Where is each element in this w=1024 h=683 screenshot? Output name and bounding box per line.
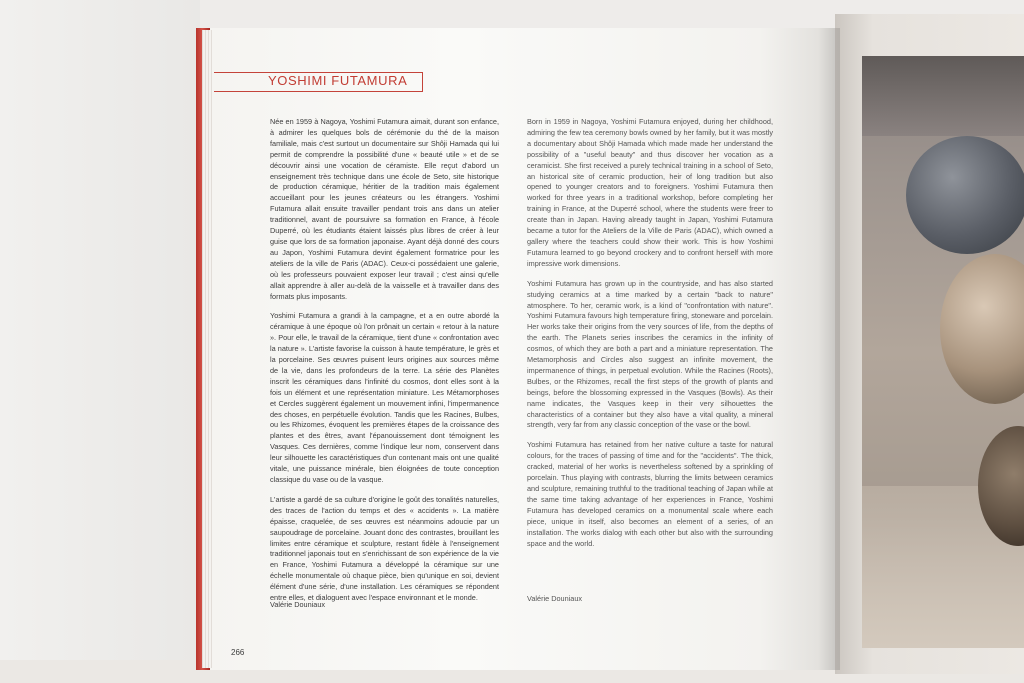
english-paragraph: Born in 1959 in Nagoya, Yoshimi Futamura enjoyed, during her childhood, admiring the few tea ceremony bowls owned by her family, but it was mostly a documentary about Shôji Hamada which made made her understand the possibility of a "useful beauty" and thus discover her vocation as a ceramicist. She first received a purely technical training in a school of Seto, an historical site of ceramic production, heir of long tradition but also opened to younger creators and to foreigners. Yoshimi Futamura then worked for three years in a traditional workshop, before completing her training in France, at the Duperré school, where the students were freer to create than in Japan. Having already taught in Japan, Yoshimi Futamura became a tutor for the Ateliers de la Ville de Paris (ADAC), which owned a gallery where the teachers could show their work. This is how Yoshimi Futamura learned to go beyond crockery and to confront herself with more impressive work dimensions. xyxy=(527,117,773,268)
english-column xyxy=(527,117,773,558)
french-paragraph: Yoshimi Futamura a grandi à la campagne, et a en outre abordé la céramique à une époque où l'on prônait un certain « retour à la nature ». Pour elle, le travail de la céramique, tient d'une « confrontation avec la nature ». L'artiste favorise la cuisson à haute température, le grès et la porcelaine. Ses œuvres puisent leurs origines aux sources même de la vie, dans les profondeurs de la terre. La série des Planètes inscrit les céramiques dans l'infinité du cosmos, dont elles sont à la fois un élément et une représentation miniature. Les Métamorphoses et Cercles suggèrent également un mouvement infini, l'impermanence des choses, en perpétuelle évolution. Tandis que les Racines, Bulbes, ou les Rhizomes, évoquent les premières étapes de la croissance des plantes et des êtres, avant l'épanouissement dont témoignent les Vasques. Ces dernières, comme l'indique leur nom, conservent dans leur silhouette les caractéristiques d'un contenant mais ont une qualité vitale, une puissance minérale, bien éloignées de toute conception classique du vase ou de la vasque. xyxy=(270,311,499,484)
author-signature-en: Valérie Douniaux xyxy=(527,594,583,603)
english-paragraph: Yoshimi Futamura has retained from her native culture a taste for natural colours, for the traces of passing of time and for the "accidents". The thick, cracked, material of her works is nevertheless softened by a sprinkling of porcelain. Thus playing with contrasts, blurring the limits between ceramics and sculpture, remaining truthful to the traditional teaching of Japan while at the same time taking advantage of her experiences in France, Yoshimi Futamura has developed ceramics on a monumental scale where each piece, unique in itself, also becomes an element of a series, of an installation. The works dialog with each other but also with the surrounding space and the world. xyxy=(527,440,773,548)
table-surface xyxy=(0,0,200,683)
gutter-shadow xyxy=(818,28,840,670)
artist-title: YOSHIMI FUTAMURA xyxy=(268,73,408,88)
page-edges xyxy=(202,30,212,668)
french-paragraph: L'artiste a gardé de sa culture d'origine le goût des tonalités naturelles, des traces de l'action du temps et des « accidents ». La matière épaisse, craquelée, de ses œuvres est néanmoins adoucie par un saupoudrage de porcelaine. Jouant donc des contrastes, brouillant les limites entre céramique et sculpture, restant fidèle à l'enseignement traditionnel japonais tout en s'enrichissant de son expérience de la vie en France, Yoshimi Futamura a développé la céramique sur une échelle monumentale où chaque pièce, bien qu'unique en soi, devient élément d'une série, d'une installation. Les céramiques se répondent entre elles, et dialoguent avec l'espace environnant et le monde. xyxy=(270,494,499,603)
author-signature-fr: Valérie Douniaux xyxy=(270,600,326,609)
english-paragraph: Yoshimi Futamura has grown up in the countryside, and has also started studying ceramics at a time marked by a certain "back to nature" atmosphere. To her, ceramic work, is a kind of "confrontation with nature". Yoshimi Futamura favours high temperature firing, stoneware and porcelain. Her works take their origins from the very sources of life, from the depths of the earth. The Planets series inscribes the ceramics in the infinity of cosmos, of which they are both a part and a miniature representation. The Metamorphosis and Circles also suggest an infinite movement, the impermanence of things, in perpetual evolution. While the Racines (Roots), Bulbes, or the Rhizomes, recall the first steps of the growth of plants and beings, before the blossoming expressed in the Vasques (Bowls). As their name indicates, the Vasques keep in their very silhouettes the characteristics of a container but they also have a vital quality, a mineral strength, very far from any classic conception of the vase or the bowl. xyxy=(527,278,773,430)
photo-shadow-area xyxy=(862,56,1024,136)
beige-ceramic-sphere xyxy=(940,254,1024,404)
page-number: 266 xyxy=(231,648,245,657)
french-paragraph: Née en 1959 à Nagoya, Yoshimi Futamura aimait, durant son enfance, à admirer les quelques bols de cérémonie du thé de la maison familiale, mais c'est surtout un documentaire sur Shôji Hamada qui lui permit de comprendre la possibilité d'une « beauté utile » et de se découvrir ainsi une vocation de céramiste. Elle reçut d'abord un enseignement très technique dans une école de Seto, site historique de production céramique, héritier de la tradition mais également accueillant pour les jeunes créateurs ou les étrangers. Yoshimi Futamura allait ensuite travailler pendant trois ans dans un atelier traditionnel, avant de poursuivre sa formation en France, à l'école Duperré, où les étudiants étaient laissés plus libres de créer à leur guise que lors de sa formation japonaise. Ayant déjà donné des cours au Japon, Yoshimi Futamura devint également formatrice pour les ateliers de la ville de Paris (ADAC). Ceux-ci possédaient une galerie, où les professeurs pouvaient exposer leur travail ; c'est ainsi qu'elle allait apprendre à aller au-delà de la vaisselle et à travailler dans des formats plus imposants. xyxy=(270,117,499,301)
grey-ceramic-sphere xyxy=(906,136,1024,254)
french-column xyxy=(270,117,499,613)
ceramics-photo xyxy=(862,56,1024,648)
